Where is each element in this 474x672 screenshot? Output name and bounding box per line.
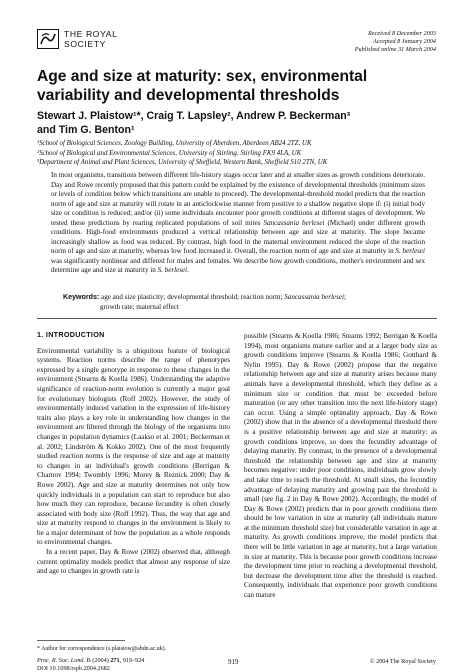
logo-line-1: THE ROYAL [64,29,118,39]
keywords-species: Sancassania berlesei [284,293,344,301]
footnote-divider [37,640,125,641]
authors-line-2: and Tim G. Benton¹ [37,124,135,136]
abstract-species-2: S. berlesei [395,247,425,256]
intro-paragraph-3: possible (Stearns & Koella 1986; Stearns 1992; Berrigan & Koella 1994), most organisms mature earlier and at a larger body size as growth conditions improve (Stearns & Koella 1986; Gotthard & Nylin 1995). Day & Rowe (2002) propose that the negative relationship between age and size at maturity arises because many animals have a developmental threshold, which they define as a minimum size or condition that must be exceeded before maturation (or any other transition into the next life-history stage) can occur. Using a simple optimality approach, Day & Rowe (2002) show that in the absence of a developmental threshold there is a positive relationship between age and size at maturity: as growth conditions improve, so does the fecundity advantage of delaying maturity. By contrast, in the presence of a developmental threshold the relationship between age and size at maturity becomes negative: under poor conditions, individuals grow slowly and take time to reach the threshold. At small sizes, the fecundity advantage of delaying maturity and growing past the threshold is small (see fig. 2 in Day & Rowe 2002). Accordingly, the model of Day & Rowe (2002) predicts that in poor growth conditions there should be low variation in size at maturity (all individuals mature at the minimum threshold size) but considerable variation in age at maturity. As growth conditions improve, the model predicts that there will be little variation in age at maturity, but a large variation in size at maturity. This is because poor growth conditions increase the development time prior to reaching a developmental threshold, but decrease the development time after the threshold is reached. Consequently, individuals that experience poor growth conditions can mature [244,332,437,600]
publisher-logo-text [64,30,117,49]
affiliation-1: ¹School of Biological Sciences, Zoology Building, University of Aberdeen, Aberdeen AB24 2TZ, UK [37,140,312,147]
abstract-species-1: Sancassania berlesei [263,218,325,227]
affiliation-2: ²School of Biological and Environmental Sciences, University of Stirling, Stirling FK9 4LA, UK [37,149,302,157]
section-divider [37,318,437,319]
abstract-text-1: In most organisms, transitions between different life-history stages occur later and at smaller sizes as growth conditions deteriorate. Day and Rowe recently proposed that this pattern could be explained by the existence of developmental thresholds (minimum sizes or levels of condition below which transitions are unable to proceed). The developmental-threshold model predicts that the reaction norm of age and size at maturity will rotate in an anticlockwise manner from positive to a shallow negative slope if: (i) initial body size or condition is reduced; and/or (ii) some individuals encounter poor growth conditions at different stages of development. We tested these predictions by rearing replicated populations of soil mites [51,171,425,227]
abstract-species-3: S. berlesei [157,266,188,275]
journal-volume: 271 [110,657,120,664]
abstract-text-4: . [187,266,189,275]
logo-line-2: SOCIETY [64,38,106,49]
left-column [37,330,230,577]
royal-society-logo-icon [37,29,59,49]
keywords-line-2: growth rate; maternal effect [100,302,179,311]
author-list [37,109,437,137]
keywords-text-b: ; [343,293,346,301]
section-heading: 1. INTRODUCTION [37,330,105,339]
intro-paragraph-2: In a recent paper, Day & Rowe (2002) observed that, although current optimality models predict that almost any response of size and age to changes in growth rate is [37,548,230,576]
abstract [51,171,425,276]
intro-paragraph-1: Environmental variability is a ubiquitous feature of biological systems. Reaction norms describe the range of phenotypes expressed by a single genotype in response to these changes in the environment (Stearns & Koella 1986). Understanding the adaptive significance of reaction-norm evolution is currently a major goal for evolutionary biologists (Roff 2002). However, the study of environmentally induced variation in the expression of life-history traits also plays a key role in understanding how changes in the environment are filtered through the biology of the organisms into changes in population dynamics (Laakso et al. 2001; Beckerman et al. 2002; Lindström & Kokko 2002). One of the most frequently studied reaction norms is the response of size and age at maturity to changes in an individual's growth conditions (Berrigan & Charnov 1994; Twombly 1996; Morey & Reznick 2000; Day & Rowe 2002). Age and size at maturity determines not only how quickly individuals in a population can start to reproduce but also how much they can reproduce, because fecundity is often closely associated with body size (Roff 1992). Thus, the way that age and size at maturity respond to changes in the environment is likely to be a major determinant of how the population as a whole responds to environmental changes. [37,346,230,547]
journal-year: B (2004) [85,657,111,664]
correspondence-footnote: * Author for correspondence (s.plaistow@abdn.ac.uk). [37,646,167,652]
publication-dates [355,30,436,54]
keywords-text-a: age and size plasticity; developmental threshold; reaction norm; [99,293,285,301]
paper-title: Age and size at maturity: sex, environmental variability and developmental thresholds [37,68,368,104]
published-date: Published online 31 March 2004 [354,46,436,53]
page-number: 919 [228,658,239,666]
keywords-label: Keywords: [63,293,100,301]
right-column [244,332,437,601]
affiliation-3: ³Department of Animal and Plant Sciences, University of Sheffield, Western Bank, Sheffield S10 2TN, UK [37,159,328,167]
abstract-text-3: was significantly nonlinear and differed for males and females. We describe how growth conditions, mother's environment and sex determine age and size at maturity in [51,256,425,275]
journal-pages: , 919–924 [119,657,145,664]
doi: DOI 10.1098/rspb.2004.2682 [37,664,110,672]
journal-citation [37,657,144,672]
accepted-date: Accepted 8 January 2004 [372,38,436,45]
received-date: Received 8 December 2003 [368,30,436,37]
journal-name: Proc. R. Soc. Lond. [37,657,86,664]
keywords [63,293,423,312]
copyright: © 2004 The Royal Society [369,658,436,665]
affiliations [37,139,437,168]
abstract-text-2: (Michael) under different growth conditions. High-food environments produced a vertical relationship between age and size at maturity. The slope became increasingly shallow as food was reduced. By contrast, high food in the maternal environment reduced the slope of the reaction norm of age and size at maturity, whereas low food increased it. Overall, the reaction norm of age and size at maturity in [51,218,425,256]
authors-line-1: Stewart J. Plaistow¹*, Craig T. Lapsley², Andrew P. Beckerman³ [37,110,351,122]
